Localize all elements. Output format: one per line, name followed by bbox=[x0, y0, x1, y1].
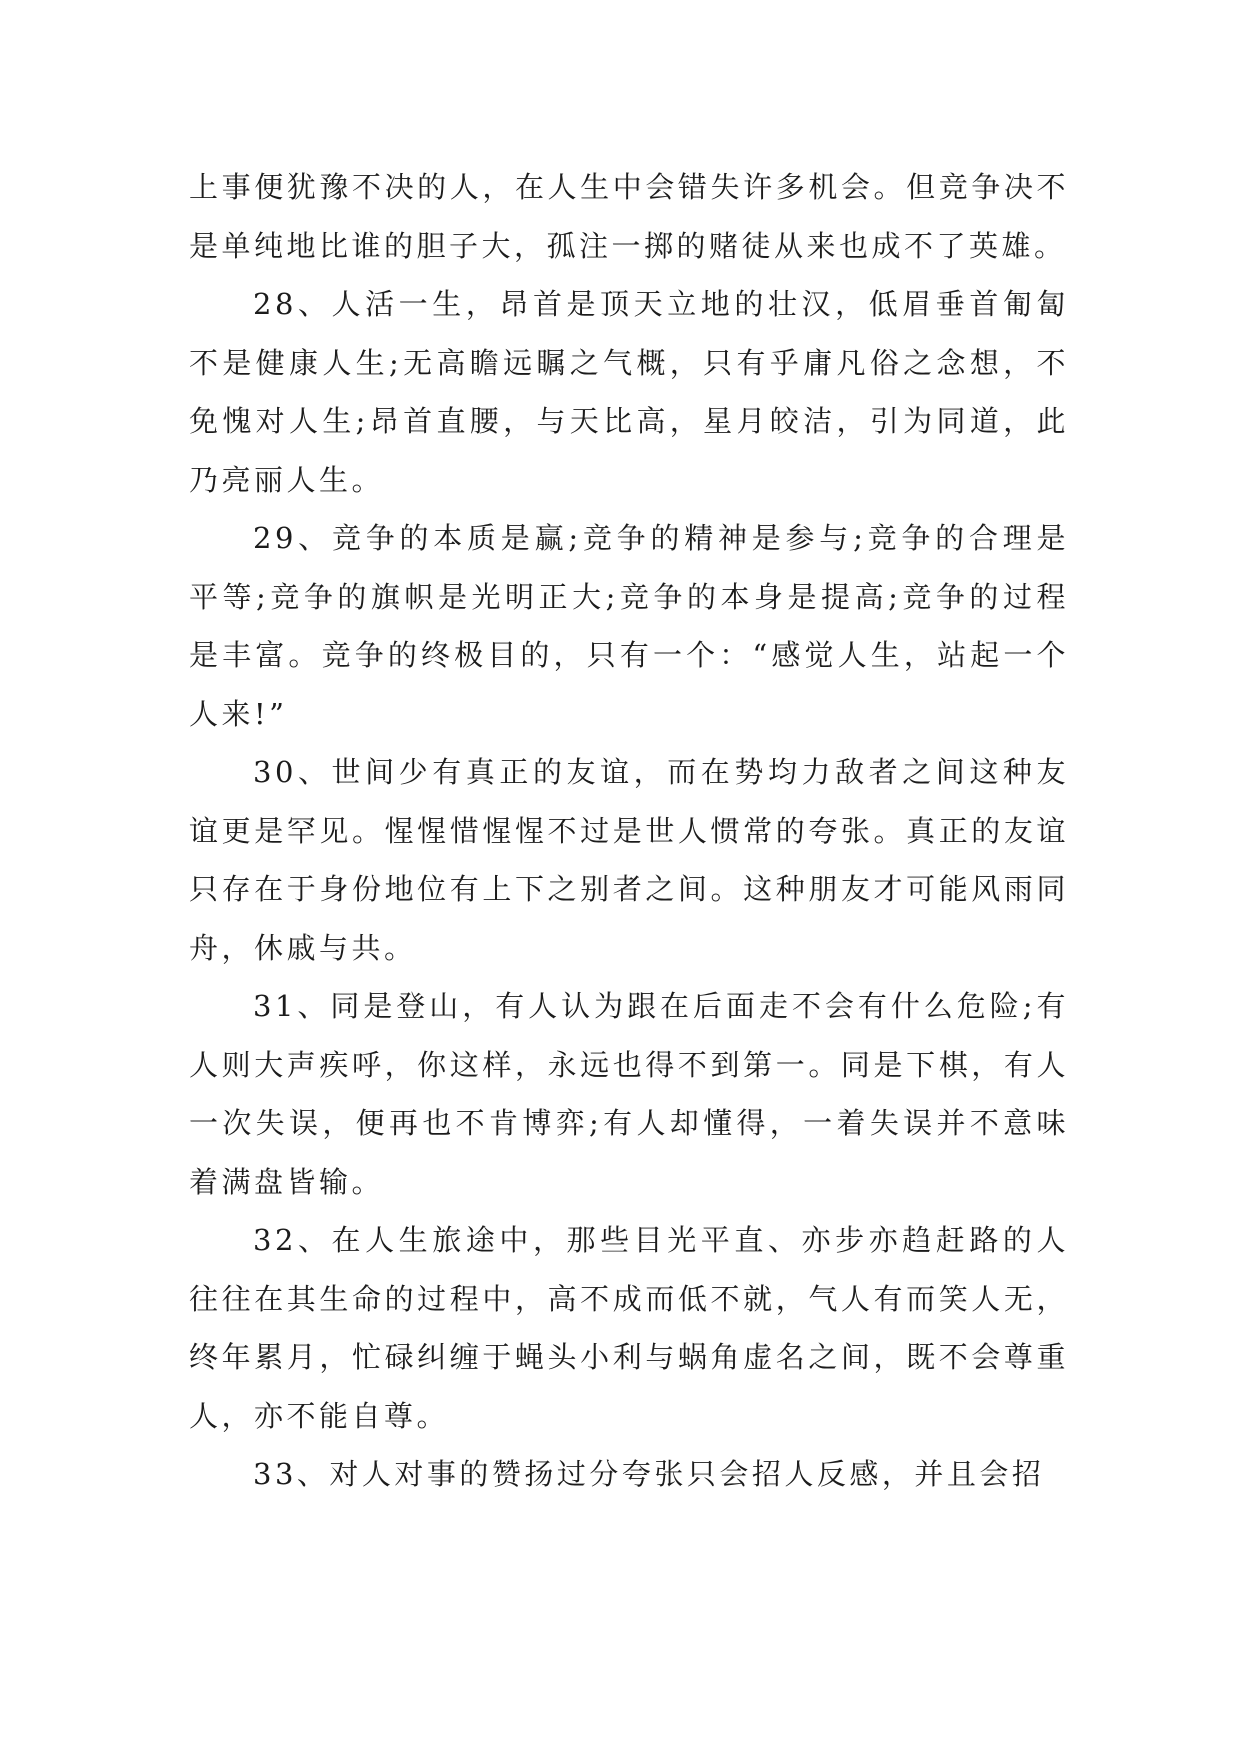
paragraph-29: 29、竞争的本质是赢;竞争的精神是参与;竞争的合理是平等;竞争的旗帜是光明正大;竞争的本身是提高;竞争的过程是丰富。竞争的终极目的，只有一个：“感觉人生，站起一个人来!” bbox=[189, 521, 1069, 731]
paragraph-31: 31、同是登山，有人认为跟在后面走不会有什么危险;有人则大声疾呼，你这样，永远也得不到第一。同是下棋，有人一次失误，便再也不肯博弈;有人却懂得，一着失误并不意味着满盘皆输。 bbox=[189, 989, 1069, 1199]
document-body bbox=[189, 158, 1069, 1504]
paragraph-33: 33、对人对事的赞扬过分夸张只会招人反感，并且会招 bbox=[253, 1457, 1045, 1491]
paragraph-28: 28、人活一生，昂首是顶天立地的壮汉，低眉垂首匍匐不是健康人生;无高瞻远瞩之气概，只有乎庸凡俗之念想，不免愧对人生;昂首直腰，与天比高，星月皎洁，引为同道，此乃亮丽人生。 bbox=[189, 287, 1069, 497]
paragraph-30: 30、世间少有真正的友谊，而在势均力敌者之间这种友谊更是罕见。惺惺惜惺惺不过是世人惯常的夸张。真正的友谊只存在于身份地位有上下之别者之间。这种朋友才可能风雨同舟，休戚与共。 bbox=[189, 755, 1069, 965]
paragraph-32: 32、在人生旅途中，那些目光平直、亦步亦趋赶路的人往往在其生命的过程中，高不成而低不就，气人有而笑人无，终年累月，忙碌纠缠于蝇头小利与蜗角虚名之间，既不会尊重人，亦不能自尊。 bbox=[189, 1223, 1069, 1433]
paragraph-continuation: 上事便犹豫不决的人，在人生中会错失许多机会。但竞争决不是单纯地比谁的胆子大，孤注一掷的赌徒从来也成不了英雄。 bbox=[189, 170, 1069, 263]
